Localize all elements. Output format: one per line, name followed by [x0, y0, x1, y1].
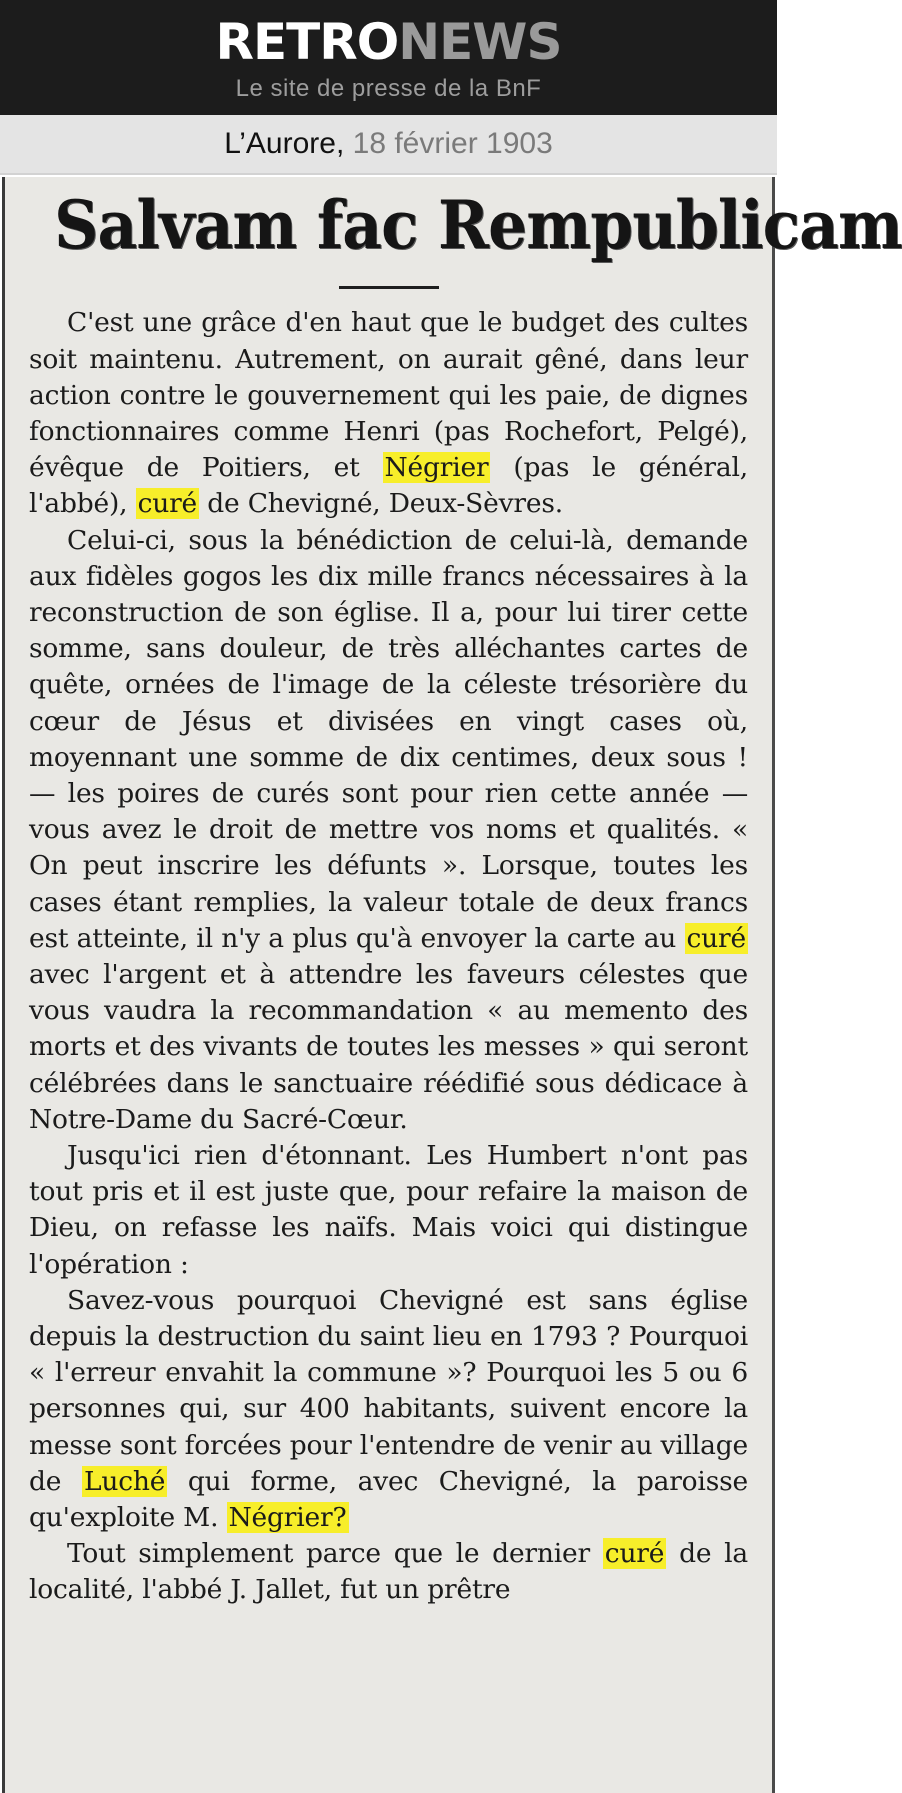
headline-divider [339, 286, 439, 289]
article-text: Savez-vous pourquoi Chevigné est sans église depuis la destruction du saint lieu en 1793 ? Pourquoi « l'erreur envahit la commune »? Pourquoi les 5 ou 6 personnes qui, sur 400 habitants, suivent encore la messe sont forcées pour l'entendre de venir au village de [29, 1284, 748, 1497]
article-headline: Salvam fac Rempublicam [54, 186, 902, 264]
article-paragraph [29, 305, 748, 522]
search-highlight: curé [604, 1538, 665, 1570]
article-text: qui forme, avec Chevigné, la paroisse qu'exploite M. [29, 1465, 748, 1533]
newspaper-name: L’Aurore, [224, 127, 345, 160]
article-scan [2, 177, 902, 1793]
search-highlight: Négrier [384, 452, 489, 484]
article-text: avec l'argent et à attendre les faveurs célestes que vous vaudra la recommandation « au memento des morts et des vivants de toutes les messes » qui seront célébrées dans le sanctuaire réédifié sous dédicace à Notre-Dame du Sacré-Cœur. [29, 958, 748, 1135]
article-paragraph [29, 523, 748, 1138]
site-tagline: Le site de presse de la BnF [235, 74, 542, 102]
article-text: de Chevigné, Deux-Sèvres. [199, 488, 563, 520]
search-highlight: curé [137, 488, 198, 520]
article-text: Jusqu'ici rien d'étonnant. Les Humbert n'ont pas tout pris et il est juste que, pour refaire la maison de Dieu, on refasse les naïfs. Mais voici qui distingue l'opération : [29, 1139, 748, 1280]
article-body [29, 305, 748, 1608]
article-text: C'est une grâce d'en haut que le budget des cultes soit maintenu. Autrement, on aurait gêné, dans leur action contre le gouvernement qui les paie, de dignes fonctionnaires comme Henri (pas Rochefort, Pelgé), évêque de Poitiers, et [29, 307, 748, 484]
site-header [0, 0, 777, 115]
publication-date: 18 février 1903 [352, 127, 553, 160]
article-text: Celui-ci, sous la bénédiction de celui-là, demande aux fidèles gogos les dix mille francs nécessaires à la reconstruction de son église. Il a, pour lui tirer cette somme, sans douleur, de très alléchantes cartes de quête, ornées de l'image de la céleste trésorière du cœur de Jésus et divisées en vingt cases où, moyennant une somme de dix centimes, deux sous ! — les poires de curés sont pour rien cette année — vous avez le droit de mettre vos noms et qualités. « On peut inscrire les défunts ». Lorsque, toutes les cases étant remplies, la valeur totale de deux francs est atteinte, il n'y a plus qu'à envoyer la carte au [29, 524, 748, 954]
logo-retro-text: RETRO [215, 12, 399, 71]
article-paragraph [29, 1283, 748, 1536]
logo-news-text: NEWS [398, 12, 562, 71]
article-text: (pas le général, l'abbé), [29, 452, 748, 520]
search-highlight: Luché [83, 1465, 166, 1497]
article-text: de la localité, l'abbé J. Jallet, fut un prêtre [29, 1538, 748, 1606]
search-highlight: Négrier? [228, 1502, 347, 1533]
retronews-logo[interactable] [215, 12, 562, 71]
article-text: Tout simplement parce que le dernier [67, 1538, 603, 1570]
newspaper-title-bar [0, 115, 777, 175]
search-highlight: curé [686, 922, 746, 954]
article-paragraph [29, 1536, 748, 1608]
article-paragraph [29, 1138, 748, 1283]
